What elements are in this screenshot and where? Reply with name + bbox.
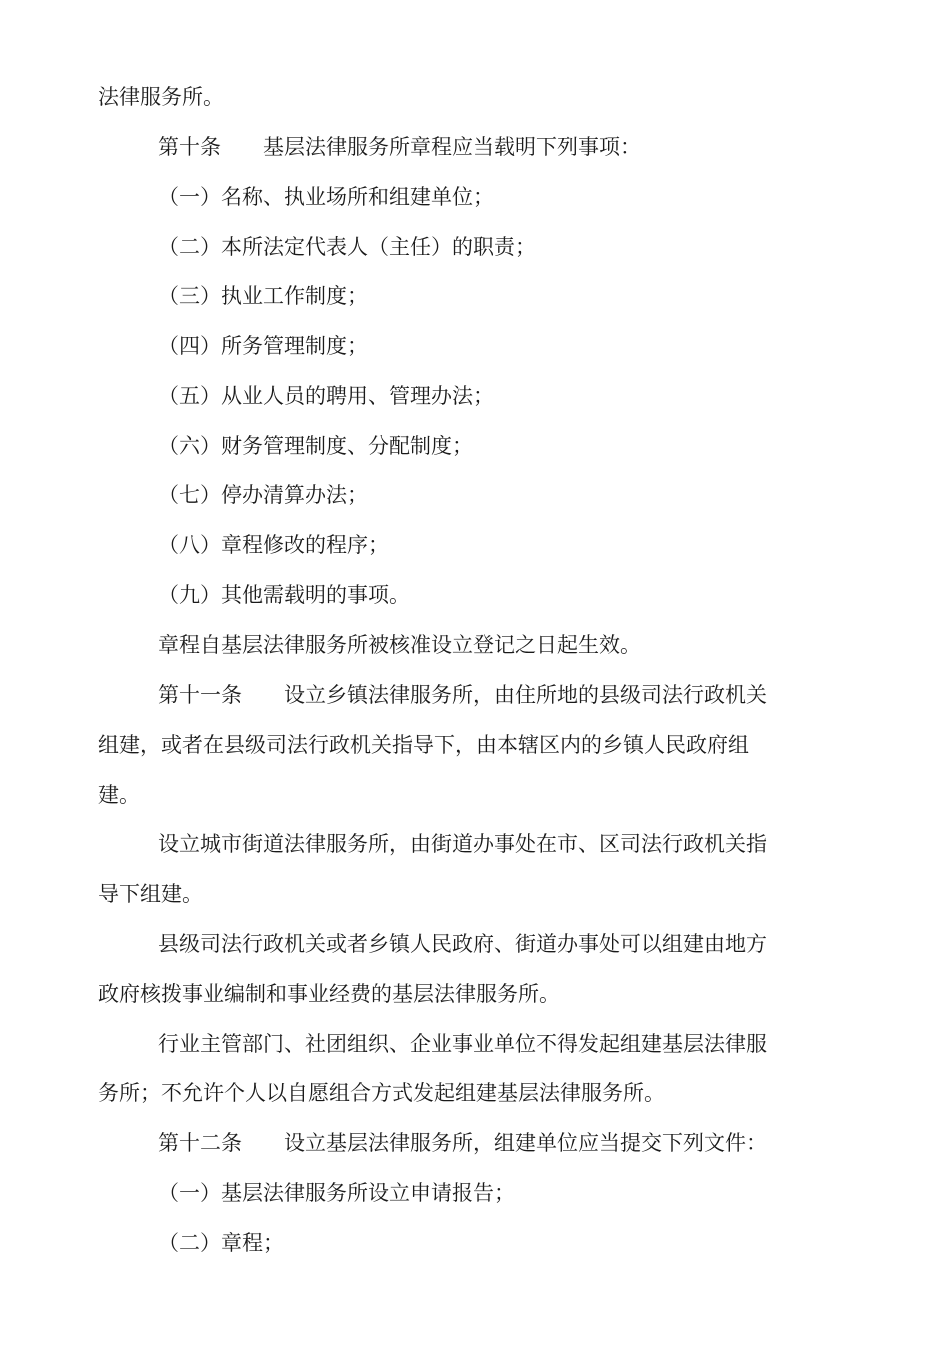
list-item: （九）其他需载明的事项。 [158,583,410,607]
paragraph-line: 政府核拨事业编制和事业经费的基层法律服务所。 [98,982,560,1006]
paragraph-line: 务所；不允许个人以自愿组合方式发起组建基层法律服务所。 [98,1081,665,1105]
paragraph-line: 县级司法行政机关或者乡镇人民政府、街道办事处可以组建由地方 [158,932,767,956]
article-10-heading: 第十条 基层法律服务所章程应当载明下列事项： [158,135,641,159]
list-item: （三）执业工作制度； [158,284,368,308]
paragraph-line: 行业主管部门、社团组织、企业事业单位不得发起组建基层法律服 [158,1032,767,1056]
paragraph-line: 设立城市街道法律服务所，由街道办事处在市、区司法行政机关指 [158,832,767,856]
paragraph-line: 组建，或者在县级司法行政机关指导下，由本辖区内的乡镇人民政府组 [98,733,749,757]
list-item: （八）章程修改的程序； [158,533,389,557]
list-item: （五）从业人员的聘用、管理办法； [158,384,494,408]
paragraph-line: 建。 [98,783,140,807]
list-item: （二）章程； [158,1231,284,1255]
paragraph-line: 导下组建。 [98,882,203,906]
article-11-heading: 第十一条 设立乡镇法律服务所，由住所地的县级司法行政机关 [158,683,767,707]
list-item: （一）基层法律服务所设立申请报告； [158,1181,515,1205]
list-item: （六）财务管理制度、分配制度； [158,434,473,458]
article-12-heading: 第十二条 设立基层法律服务所，组建单位应当提交下列文件： [158,1131,767,1155]
list-item: （七）停办清算办法； [158,483,368,507]
list-item: （四）所务管理制度； [158,334,368,358]
list-item: （二）本所法定代表人（主任）的职责； [158,235,536,259]
paragraph-line: 章程自基层法律服务所被核准设立登记之日起生效。 [158,633,641,657]
list-item: （一）名称、执业场所和组建单位； [158,185,494,209]
text-line: 法律服务所。 [98,85,224,109]
